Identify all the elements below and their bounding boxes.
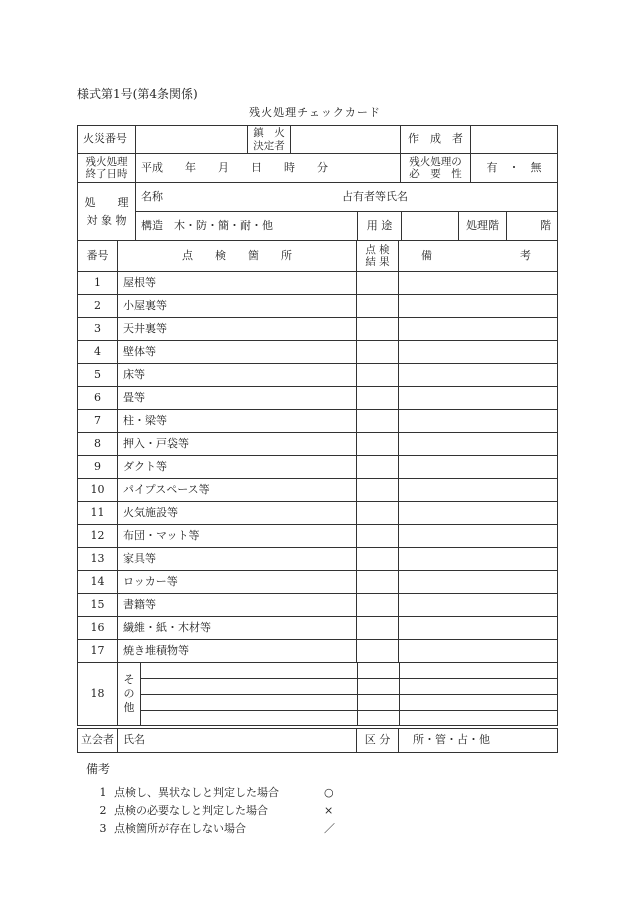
witness-table: [77, 728, 558, 753]
other-line-3[interactable]: [141, 695, 357, 711]
check-row-remarks[interactable]: [399, 433, 558, 456]
check-row-place: 屋根等: [118, 272, 357, 295]
witness-name-field[interactable]: 氏名: [118, 729, 357, 753]
check-row-result[interactable]: [357, 594, 399, 617]
check-row-no: 10: [78, 479, 118, 502]
check-row-remarks[interactable]: [399, 479, 558, 502]
check-row-no: 1: [78, 272, 118, 295]
target-table: [77, 182, 558, 241]
check-row: [78, 295, 558, 318]
check-row-no: 14: [78, 571, 118, 594]
suppression-field[interactable]: [291, 126, 401, 154]
check-row-remarks[interactable]: [399, 295, 558, 318]
check-row-result[interactable]: [357, 318, 399, 341]
necessity-label: 残火処理の 必 要 性: [401, 154, 471, 183]
check-row-place: 火気施設等: [118, 502, 357, 525]
check-row-result[interactable]: [357, 640, 399, 663]
check-row: [78, 318, 558, 341]
check-row-place: 柱・梁等: [118, 410, 357, 433]
check-row: [78, 571, 558, 594]
col-remarks-header: 備 考: [399, 241, 558, 272]
owner-label: 占有者等氏名: [342, 190, 408, 203]
check-row-no: 13: [78, 548, 118, 571]
check-row-remarks[interactable]: [399, 318, 558, 341]
check-row-no: 4: [78, 341, 118, 364]
check-row-no: 9: [78, 456, 118, 479]
document-title: 残火処理チェックカード: [249, 106, 381, 119]
col-place-header: 点 検 箇 所: [118, 241, 357, 272]
floor-field[interactable]: 階: [507, 212, 558, 241]
floor-label: 処理階: [459, 212, 507, 241]
end-time-label: 残火処理 終了日時: [78, 154, 136, 183]
check-row-result[interactable]: [357, 479, 399, 502]
necessity-field[interactable]: 有 ・ 無: [471, 154, 558, 183]
check-row-no: 17: [78, 640, 118, 663]
check-row-remarks[interactable]: [399, 341, 558, 364]
other-line-1[interactable]: [141, 663, 357, 679]
check-row-remarks[interactable]: [399, 525, 558, 548]
fire-no-field[interactable]: [136, 126, 248, 154]
witness-label: 立会者: [78, 729, 118, 753]
structure-field[interactable]: 構造 木・防・簡・耐・他: [136, 212, 358, 241]
check-row-remarks[interactable]: [399, 272, 558, 295]
check-row-place: 床等: [118, 364, 357, 387]
check-row-result[interactable]: [357, 433, 399, 456]
note-text: 点検箇所が存在しない場合: [114, 822, 246, 835]
note-mark: ×: [324, 803, 334, 817]
check-row: [78, 456, 558, 479]
form-id: 様式第1号(第4条関係): [77, 87, 198, 101]
check-row-place: 押入・戸袋等: [118, 433, 357, 456]
check-row-remarks[interactable]: [399, 456, 558, 479]
check-row: [78, 387, 558, 410]
info-table: [77, 125, 558, 183]
check-row-result[interactable]: [357, 272, 399, 295]
check-row: [78, 410, 558, 433]
other-line-2[interactable]: [141, 679, 357, 695]
note-text: 点検の必要なしと判定した場合: [114, 804, 268, 817]
check-row-remarks[interactable]: [399, 594, 558, 617]
check-row-no: 5: [78, 364, 118, 387]
check-row-place: 焼き堆積物等: [118, 640, 357, 663]
check-row-place: 書籍等: [118, 594, 357, 617]
category-label: 区 分: [357, 729, 399, 753]
check-row-result[interactable]: [357, 387, 399, 410]
check-row-place: 家具等: [118, 548, 357, 571]
check-row-result[interactable]: [357, 341, 399, 364]
check-row-remarks[interactable]: [399, 617, 558, 640]
check-row-no: 16: [78, 617, 118, 640]
check-row-no: 11: [78, 502, 118, 525]
check-row-remarks[interactable]: [399, 640, 558, 663]
check-row-no: 3: [78, 318, 118, 341]
check-row-result[interactable]: [357, 410, 399, 433]
check-row-place: パイプスペース等: [118, 479, 357, 502]
check-row-result[interactable]: [357, 525, 399, 548]
fire-no-label: 火災番号: [78, 126, 136, 154]
check-row-remarks[interactable]: [399, 548, 558, 571]
notes-title: 備考: [86, 762, 111, 776]
check-row-result[interactable]: [357, 571, 399, 594]
note-item: [92, 783, 364, 801]
use-label: 用 途: [358, 212, 402, 241]
check-row-result[interactable]: [357, 364, 399, 387]
check-row-remarks[interactable]: [399, 502, 558, 525]
creator-label: 作 成 者: [401, 126, 471, 154]
category-field[interactable]: 所・管・占・他: [399, 729, 558, 753]
other-label: そ の 他: [118, 663, 141, 725]
target-label: 処 理 対 象 物: [78, 183, 136, 241]
check-row-result[interactable]: [357, 548, 399, 571]
check-row: [78, 364, 558, 387]
note-no: 2: [99, 803, 107, 817]
suppression-label: 鎮 火 決定者: [248, 126, 291, 154]
check-row-result[interactable]: [357, 502, 399, 525]
check-row-remarks[interactable]: [399, 364, 558, 387]
check-row-result[interactable]: [357, 295, 399, 318]
check-row: [78, 272, 558, 295]
check-row-place: ロッカー等: [118, 571, 357, 594]
check-row-no: 6: [78, 387, 118, 410]
note-mark: ／: [324, 822, 335, 835]
check-row-result[interactable]: [357, 456, 399, 479]
other-line-4[interactable]: [141, 711, 357, 726]
check-row-place: 畳等: [118, 387, 357, 410]
col-no-header: 番号: [78, 241, 118, 272]
name-label: 名称: [141, 189, 163, 203]
creator-field[interactable]: [471, 126, 558, 154]
other-lines: [141, 663, 557, 726]
check-row-no: 2: [78, 295, 118, 318]
check-row: [78, 341, 558, 364]
check-row-no: 12: [78, 525, 118, 548]
check-row-place: 小屋裏等: [118, 295, 357, 318]
note-mark: ○: [324, 785, 334, 799]
check-row-remarks[interactable]: [399, 410, 558, 433]
check-row-no: 7: [78, 410, 118, 433]
name-owner-field[interactable]: [136, 183, 558, 212]
check-row-place: 天井裏等: [118, 318, 357, 341]
note-item: [92, 801, 364, 819]
check-row: [78, 479, 558, 502]
check-row-place: 繊維・紙・木材等: [118, 617, 357, 640]
check-row: [78, 433, 558, 456]
check-row-no: 8: [78, 433, 118, 456]
check-row: [78, 548, 558, 571]
checklist-table: [77, 240, 558, 726]
notes: [86, 760, 364, 837]
check-row: [78, 525, 558, 548]
note-no: 3: [99, 821, 107, 835]
check-row-no: 15: [78, 594, 118, 617]
col-result-header: 点 検 結 果: [357, 241, 399, 272]
other-block: [118, 663, 558, 726]
check-row: [78, 617, 558, 640]
use-field[interactable]: [402, 212, 459, 241]
note-text: 点検し、異状なしと判定した場合: [114, 786, 279, 799]
check-row: [78, 502, 558, 525]
note-no: 1: [99, 785, 107, 799]
check-row: [78, 594, 558, 617]
check-row-place: 布団・マット等: [118, 525, 357, 548]
end-time-field[interactable]: 平成 年 月 日 時 分: [136, 154, 401, 183]
note-item: [92, 819, 364, 837]
check-row-place: ダクト等: [118, 456, 357, 479]
check-row-remarks[interactable]: [399, 571, 558, 594]
other-no: 18: [78, 663, 118, 726]
check-row-place: 壁体等: [118, 341, 357, 364]
check-row-remarks[interactable]: [399, 387, 558, 410]
check-row-result[interactable]: [357, 617, 399, 640]
check-row: [78, 640, 558, 663]
